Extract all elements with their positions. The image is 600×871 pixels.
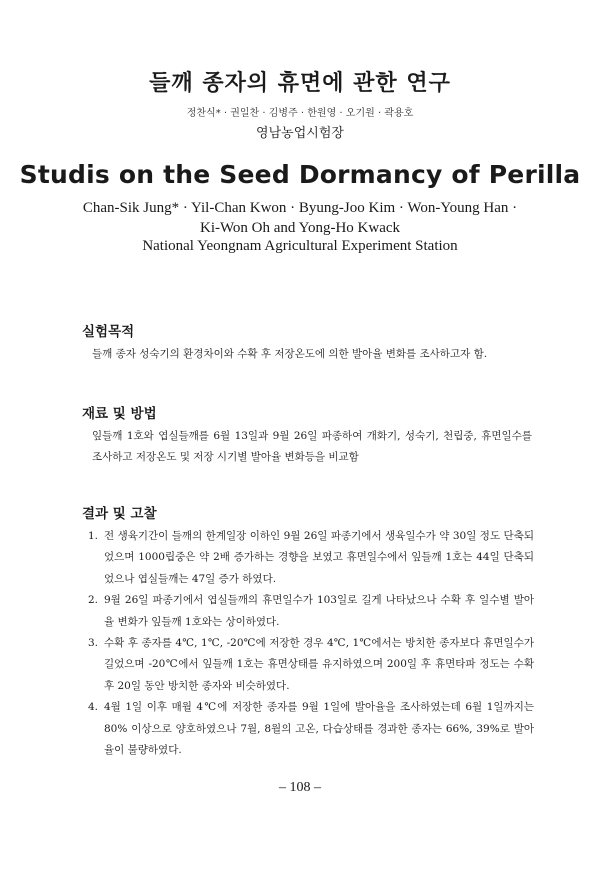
- english-affiliation: National Yeongnam Agricultural Experiment Station: [142, 238, 458, 254]
- result-item-3: [88, 633, 534, 697]
- page-number: – 108 –: [279, 780, 321, 795]
- english-authors-line-1: Chan-Sik Jung* · Yil-Chan Kwon · Byung-Joo Kim · Won-Young Han ·: [82, 200, 518, 216]
- purpose-text: 들깨 종자 성숙기의 환경차이와 수확 후 저장온도에 의한 발아율 변화를 조사하고자 함.: [92, 348, 488, 360]
- english-authors: [0, 198, 600, 238]
- english-title: Studis on the Seed Dormancy of Perilla: [19, 160, 581, 189]
- result-item-text: 전 생육기간이 들깨의 한계일장 이하인 9월 26일 파종기에서 생육일수가 약 30일 정도 단축되었으며 1000립중은 약 2배 증가하는 경향을 보였고 휴면일수에서 잎들깨 1호는 44일 단축되었으나 엽실들깨는 47일 증가 하였다.: [104, 530, 534, 585]
- result-item-number: 1.: [88, 530, 99, 542]
- korean-affiliation: 영남농업시험장: [256, 126, 344, 141]
- result-item-4: [88, 697, 534, 761]
- result-item-text: 4월 1일 이후 매월 4℃에 저장한 종자를 9월 1일에 발아율을 조사하였는데 6월 1일까지는 80% 이상으로 양호하였으나 7월, 8월의 고온, 다습상태를 경과한 종자는 66%, 39%로 발아율이 불량하였다.: [104, 701, 534, 757]
- methods-text: 잎들깨 1호와 엽실들깨를 6월 13일과 9월 26일 파종하여 개화기, 성숙기, 천립중, 휴면일수를 조사하고 저장온도 및 저장 시기별 발아율 변화등을 비교함: [92, 430, 532, 463]
- result-item-2: [88, 590, 534, 633]
- korean-authors: 정찬식* · 권일찬 · 김병주 · 한원영 · 오기원 · 곽용호: [186, 108, 414, 119]
- english-authors-line-2: Ki-Won Oh and Yong-Ho Kwack: [199, 220, 401, 236]
- purpose-heading: 실험목적: [82, 324, 135, 340]
- result-item-text: 수확 후 종자를 4℃, 1℃, -20℃에 저장한 경우 4℃, 1℃에서는 방치한 종자보다 휴면일수가 길었으며 -20℃에서 잎들깨 1호는 휴면상태를 유지하였으며 200일 후 휴면타파 정도는 수확 후 20일 동안 방치한 종자와 비슷하였다.: [104, 637, 534, 692]
- korean-title: 들깨 종자의 휴면에 관한 연구: [149, 71, 451, 96]
- result-item-number: 4.: [88, 701, 99, 714]
- result-item-1: [88, 526, 534, 590]
- result-item-number: 2.: [88, 594, 99, 607]
- result-item-text: 9월 26일 파종기에서 엽실들깨의 휴면일수가 103일로 길게 나타났으나 수확 후 일수별 발아율 변화가 잎들깨 1호와는 상이하였다.: [104, 594, 534, 628]
- results-list: [88, 526, 534, 761]
- methods-heading: 재료 및 방법: [82, 406, 157, 422]
- result-item-number: 3.: [88, 637, 99, 650]
- results-heading: 결과 및 고찰: [82, 506, 157, 522]
